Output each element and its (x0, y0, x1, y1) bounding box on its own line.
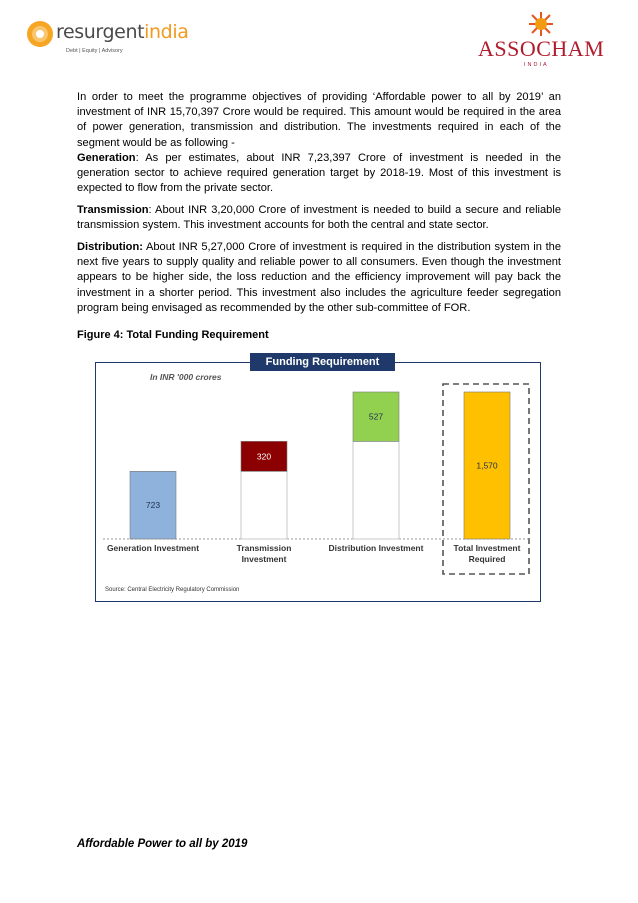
bar-value-label-1: 723 (145, 500, 161, 511)
category-label-4: Total Investment (453, 543, 521, 553)
assocham-name: ASSOCHAM (478, 36, 605, 61)
funding-requirement-chart (95, 362, 541, 602)
intro-paragraph: In order to meet the programme objectives of providing ‘Affordable power to all by 2019’ an investment of INR 15,70,397 Crore would be required. This amount would be required in the area of power generation, transmission and distribution. The investments required in each of the segment would be as following - (77, 91, 561, 149)
bar-value-label-4: 1,570 (476, 460, 498, 471)
bar-support-3 (353, 441, 399, 539)
brand-tagline: Debt | Equity | Advisory (66, 48, 123, 54)
category-label-2: Transmission (236, 543, 292, 553)
category-label-2: Investment (241, 554, 287, 564)
page-footer: Affordable Power to all by 2019 (77, 838, 248, 850)
bar-support-2 (241, 471, 287, 539)
generation-paragraph: Generation: As per estimates, about INR 7,23,397 Crore of investment is needed in the generation sector to achieve required generation target by 2018-19. Most of this investment is expected to flow from the private sector. (77, 152, 561, 195)
source-note: Source: Central Electricity Regulatory Commission (105, 587, 240, 593)
distribution-paragraph: Distribution: About INR 5,27,000 Crore of investment is required in the distribution system in the next five years to supply quality and reliable power to all consumers. Even though the investment appears to be higher side, the loss reduction and the efficiency improvement will pay back the investment in a shorter period. This investment also includes the agriculture feeder segregation program being envisaged as recommended by the other sub-committee of FOR. (77, 241, 561, 314)
assocham-logo (478, 12, 608, 72)
unit-note: In INR '000 crores (150, 372, 222, 382)
sunburst-icon (526, 12, 556, 36)
chart-title: Funding Requirement (250, 353, 395, 371)
brand-name: resurgentindia (56, 21, 189, 43)
bar-value-label-2: 320 (256, 451, 272, 462)
category-label-4: Required (468, 554, 506, 564)
assocham-sub: INDIA (524, 62, 549, 68)
category-label-3: Distribution Investment (328, 543, 424, 553)
sun-emblem-icon (26, 20, 54, 48)
resurgentindia-logo (26, 20, 189, 62)
figure-caption: Figure 4: Total Funding Requirement (77, 329, 269, 341)
transmission-paragraph: Transmission: About INR 3,20,000 Crore of investment is needed to build a secure and reliable transmission system. This investment accounts for both the central and state sector. (77, 204, 561, 232)
bar-value-label-3: 527 (368, 411, 384, 422)
category-label-1: Generation Investment (106, 543, 200, 553)
